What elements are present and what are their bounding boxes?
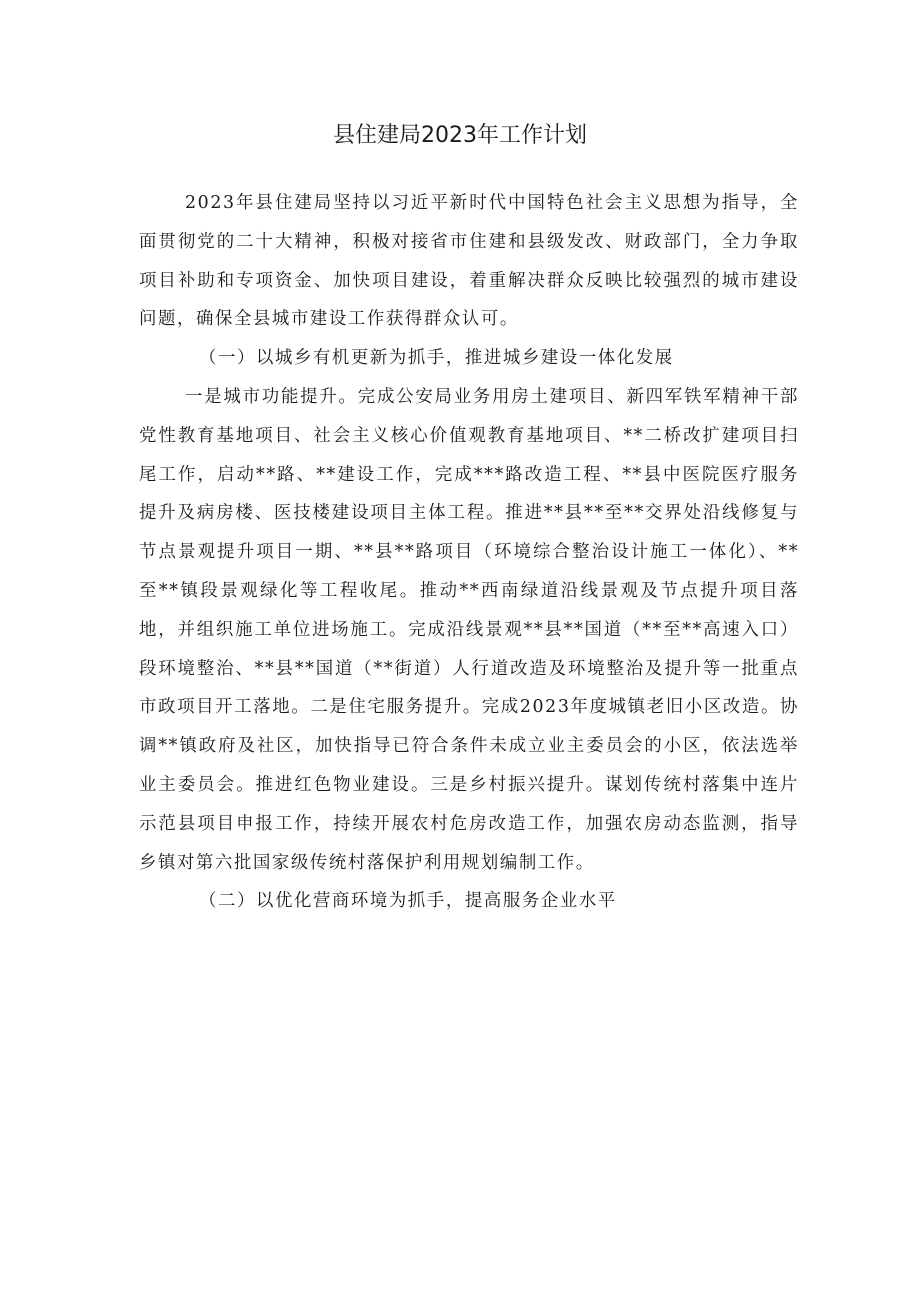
document-body [139, 184, 799, 921]
document-title: 县住建局2023年工作计划 [333, 123, 587, 148]
section-1-paragraph: 一是城市功能提升。完成公安局业务用房土建项目、新四军铁军精神干部党性教育基地项目、社会主义核心价值观教育基地项目、**二桥改扩建项目扫尾工作，启动**路、**建设工作，完成***路改造工程、**县中医院医疗服务提升及病房楼、医技楼建设项目主体工程。推进**县**至**交界处沿线修复与节点景观提升项目一期、**县**路项目（环境综合整治设计施工一体化）、**至**镇段景观绿化等工程收尾。推动**西南绿道沿线景观及节点提升项目落地，并组织施工单位进场施工。完成沿线景观**县**国道（**至**高速入口）段环境整治、**县**国道（**街道）人行道改造及环境整治及提升等一批重点市政项目开工落地。二是住宅服务提升。完成2023年度城镇老旧小区改造。协调**镇政府及社区，加快指导已符合条件未成立业主委员会的小区，依法选举业主委员会。推进红色物业建设。三是乡村振兴提升。谋划传统村落集中连片示范县项目申报工作，持续开展农村危房改造工作，加强农房动态监测，指导乡镇对第六批国家级传统村落保护利用规划编制工作。 [139, 386, 799, 873]
section-heading-1: （一）以城乡有机更新为抓手，推进城乡建设一体化发展 [199, 348, 674, 369]
section-heading-2: （二）以优化营商环境为抓手，提高服务企业水平 [199, 891, 617, 912]
intro-paragraph: 2023年县住建局坚持以习近平新时代中国特色社会主义思想为指导，全面贯彻党的二十大精神，积极对接省市住建和县级发改、财政部门，全力争取项目补助和专项资金、加快项目建设，着重解决群众反映比较强烈的城市建设问题，确保全县城市建设工作获得群众认可。 [139, 193, 799, 330]
